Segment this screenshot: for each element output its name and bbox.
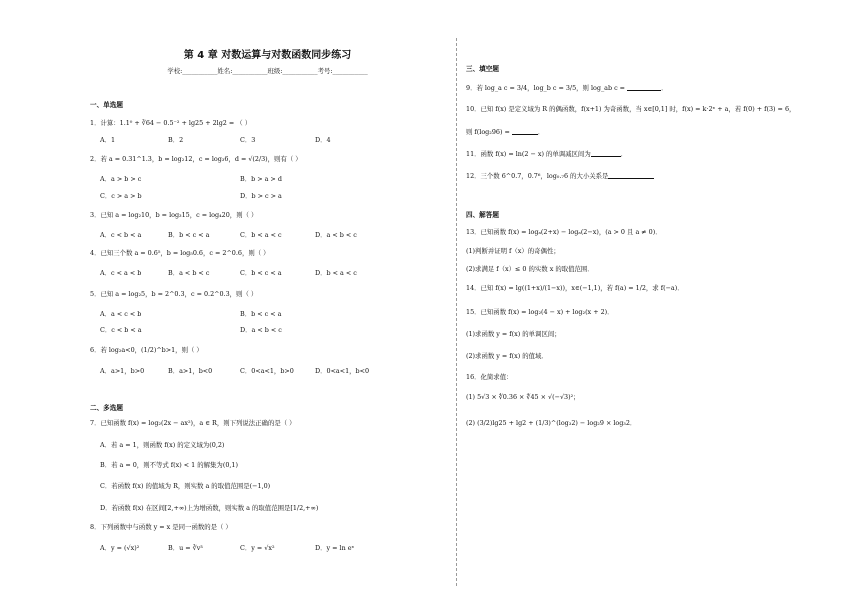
question-2: 2．若 a = 0.31^1.3，b = log₂12，c = log₃6，d = √(2/3)，则有（ ） — [90, 155, 302, 163]
q3-option-a: A．c < b < a — [100, 231, 142, 239]
question-15: 15．已知函数 f(x) = log₂(4 − x) + log₂(x + 2)． — [466, 308, 614, 316]
q3-option-d: D．a < b < c — [315, 231, 357, 239]
answer-blank — [608, 172, 654, 179]
question-13-part-1: (1)判断并证明 f（x）的奇偶性； — [466, 247, 560, 255]
q8-option-c: C．y = √x² — [240, 544, 275, 552]
question-15-part-1: (1)求函数 y = f(x) 的单调区间； — [466, 330, 561, 338]
question-3: 3．已知 a = log₂10，b = log₃15，c = log₄20，则（ ） — [90, 211, 258, 219]
q4-option-a: A．c < a < b — [100, 269, 142, 277]
question-13: 13．已知函数 f(x) = logₐ(2+x) − logₐ(2−x)，(a > 0 且 a ≠ 0)． — [466, 228, 662, 236]
question-16-part-2: (2) (3/2)lg25 + lg2 + (1/3)^(log₃2) − log₂9 × log₃2． — [466, 419, 637, 427]
q4-option-d: D．b < a < c — [315, 269, 357, 277]
q2-option-c: C．c > a > b — [100, 192, 142, 200]
q8-option-d: D．y = ln eˣ — [315, 544, 355, 552]
answer-blank — [627, 84, 661, 91]
question-14: 14．已知 f(x) = lg((1+x)/(1−x))，x∈(−1,1)，若 f(a) = 1/2，求 f(−a)． — [466, 284, 684, 292]
question-16: 16．化简求值： — [466, 373, 513, 381]
question-11-text: 11．函数 f(x) = ln(2 − x) 的单调减区间为 — [466, 150, 591, 158]
student-info-line: 学校:___________姓名:___________班级:___________考号:___________ — [167, 67, 368, 75]
answer-blank — [512, 128, 538, 135]
answer-blank — [591, 150, 621, 157]
question-10-text: 则 f(log₂96) = — [466, 128, 512, 136]
q1-option-b: B．2 — [168, 136, 184, 144]
question-11: 11．函数 f(x) = ln(2 − x) 的单调减区间为 ． — [466, 150, 628, 158]
section-problems: 四、解答题 — [466, 211, 499, 219]
question-9: 9．若 log_a c = 3/4，log_b c = 3/5，则 log_ab c = ． — [466, 84, 668, 92]
question-5: 5．已知 a = log₂5，b = 2^0.3，c = 0.2^0.3，则（ ） — [90, 290, 258, 298]
question-10-line-1: 10．已知 f(x) 是定义域为 R 的偶函数，f(x+1) 为奇函数，当 x∈[0,1] 时，f(x) = k·2ˣ + a，若 f(0) + f(3) = 6， — [466, 105, 796, 113]
q5-option-d: D．a < b < c — [240, 326, 282, 334]
q5-option-b: B．b < c < a — [240, 310, 282, 318]
q5-option-a: A．a < c < b — [100, 310, 142, 318]
question-9-text: 9．若 log_a c = 3/4，log_b c = 3/5，则 log_ab c = — [466, 84, 628, 92]
question-10-line-2: 则 f(log₂96) = ． — [466, 128, 545, 136]
q1-option-d: D．4 — [315, 136, 331, 144]
question-4: 4．已知三个数 a = 0.6⁵，b = log₅0.6，c = 2^0.6，则（ ） — [90, 249, 270, 257]
q3-option-b: B．b < c < a — [168, 231, 210, 239]
q5-option-c: C．c < b < a — [100, 326, 142, 334]
q7-option-c: C．若函数 f(x) 的值域为 R，则实数 a 的取值范围是(−1,0) — [100, 482, 271, 490]
q7-option-d: D．若函数 f(x) 在区间[2,+∞)上为增函数，则实数 a 的取值范围是[1/2,+∞) — [100, 504, 319, 512]
q8-option-a: A．y = (√x)² — [100, 544, 140, 552]
q3-option-c: C．b < a < c — [240, 231, 282, 239]
section-fill-in: 三、填空题 — [466, 65, 499, 73]
q4-option-b: B．a < b < c — [168, 269, 210, 277]
q1-option-a: A．1 — [100, 136, 116, 144]
q2-option-b: B．b > a > d — [240, 175, 282, 183]
page-title: 第 4 章 对数运算与对数函数同步练习 — [183, 50, 352, 61]
q6-option-a: A．a>1，b>0 — [100, 367, 145, 375]
question-16-part-1: (1) 5√3 × ∜0.36 × ∜45 × √(−√3)²； — [466, 393, 580, 401]
q4-option-c: C．b < c < a — [240, 269, 282, 277]
q6-option-b: B．a>1，b<0 — [168, 367, 213, 375]
question-6: 6．若 log₂a<0，(1/2)^b>1，则（ ） — [90, 346, 203, 354]
q2-option-d: D．b > c > a — [240, 192, 282, 200]
question-15-part-2: (2)求函数 y = f(x) 的值域． — [466, 352, 548, 360]
question-12 — [466, 172, 654, 179]
question-1: 1．计算：1.1⁰ + ∛64 − 0.5⁻² + lg25 + 2lg2 = （ ） — [90, 119, 252, 127]
question-7: 7．已知函数 f(x) = log₂(2x − ax²)，a ∈ R，则下列说法正确的是（ ） — [90, 419, 296, 427]
question-13-part-2: (2)求满足 f（x）≤ 0 的实数 x 的取值范围． — [466, 265, 594, 273]
q6-option-d: D．0<a<1，b<0 — [315, 367, 370, 375]
question-8: 8．下列函数中与函数 y = x 是同一函数的是（ ） — [90, 523, 232, 531]
q8-option-b: B．u = ∛v³ — [168, 544, 203, 552]
q1-option-c: C．3 — [240, 136, 256, 144]
question-12-text: 12．三个数 6^0.7，0.7⁶，log₀.₇6 的大小关系是 — [466, 172, 609, 180]
column-divider — [456, 38, 457, 586]
q7-option-b: B．若 a = 0，则不等式 f(x) < 1 的解集为(0,1) — [100, 461, 238, 469]
section-multiple-choice: 二、多选题 — [90, 404, 123, 412]
q2-option-a: A．a > b > c — [100, 175, 142, 183]
q6-option-c: C．0<a<1，b>0 — [240, 367, 294, 375]
section-single-choice: 一、单选题 — [90, 101, 123, 109]
q7-option-a: A．若 a = 1，则函数 f(x) 的定义域为(0,2) — [100, 441, 225, 449]
